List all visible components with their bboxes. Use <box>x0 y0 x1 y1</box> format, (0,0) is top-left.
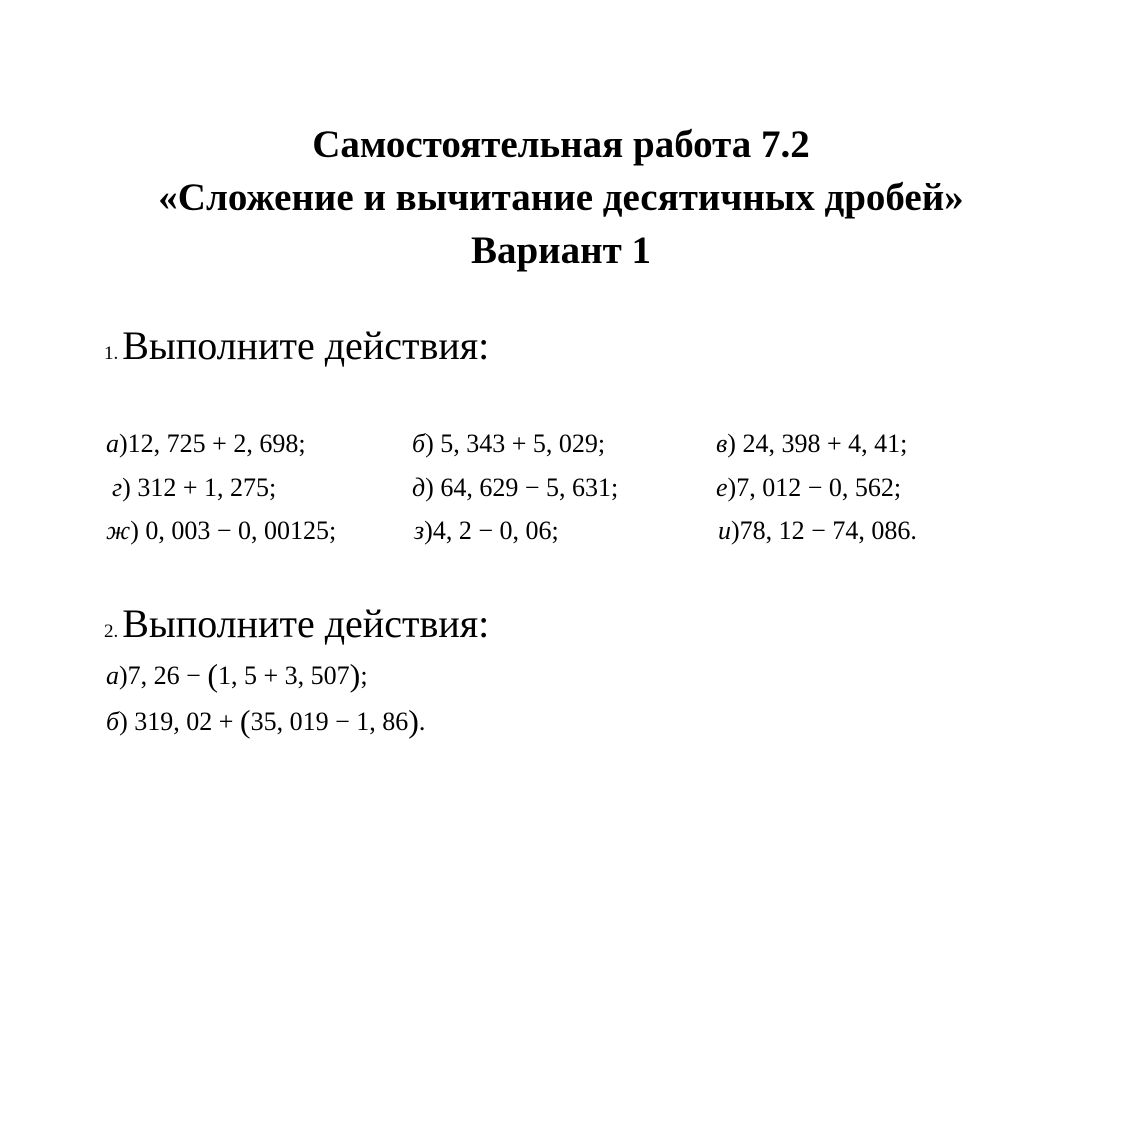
task-2-item-a <box>106 659 368 692</box>
worksheet-title <box>0 118 1122 277</box>
close-paren: ) <box>408 703 419 739</box>
item-paren: ) <box>119 707 128 736</box>
item-paren: ) <box>119 661 128 690</box>
item-paren: ) <box>731 516 740 545</box>
title-line-2: «Сложение и вычитание десятичных дробей» <box>158 176 964 219</box>
task-1-heading-text: Выполните действия: <box>122 323 490 368</box>
item-expression: 4, 2 − 0, 06; <box>432 516 559 545</box>
item-label: б <box>106 707 120 736</box>
item-expression-suffix: ; <box>360 661 368 690</box>
task-2-item-b <box>106 705 425 738</box>
title-variant: Вариант 1 <box>470 229 652 272</box>
title-line-1: Самостоятельная работа 7.2 <box>312 123 810 166</box>
item-expression: 78, 12 − 74, 086. <box>739 516 917 545</box>
task-1-item-v <box>716 428 907 460</box>
item-label: в <box>716 429 728 458</box>
item-paren: ) <box>130 516 139 545</box>
open-paren: ( <box>207 657 218 693</box>
item-expression-prefix: 319, 02 + <box>127 707 240 736</box>
item-expression: 5, 343 + 5, 029; <box>433 429 606 458</box>
item-paren: ) <box>727 473 737 502</box>
item-label: б <box>412 429 426 458</box>
item-expression: 312 + 1, 275; <box>130 473 277 502</box>
item-label: а <box>106 429 119 458</box>
item-paren: ) <box>424 516 433 545</box>
item-expression: 12, 725 + 2, 698; <box>127 429 306 458</box>
item-expression-suffix: . <box>418 707 426 736</box>
task-1-item-e <box>716 472 901 504</box>
item-label: з <box>414 516 425 545</box>
task-1-number: 1. <box>104 343 119 364</box>
item-paren: ) <box>122 473 131 502</box>
task-1-item-d <box>412 472 618 504</box>
task-2-heading <box>104 600 489 656</box>
task-1-item-a <box>106 428 306 460</box>
item-label: е <box>716 473 728 502</box>
item-label: и <box>718 516 731 545</box>
item-expression: 7, 012 − 0, 562; <box>736 473 902 502</box>
item-expression-prefix: 7, 26 − <box>127 661 208 690</box>
item-paren: ) <box>727 429 736 458</box>
item-label: д <box>412 473 426 502</box>
task-1-item-b <box>412 428 605 460</box>
item-paren: ) <box>425 429 434 458</box>
close-paren: ) <box>349 657 361 693</box>
task-1-item-zh <box>106 515 336 547</box>
item-label: г <box>112 473 123 502</box>
task-1-heading <box>104 322 489 378</box>
item-paren: ) <box>119 429 128 458</box>
task-1-item-g <box>112 472 276 504</box>
item-label: ж <box>106 516 131 545</box>
item-label: а <box>106 661 119 690</box>
item-paren: ) <box>425 473 434 502</box>
open-paren: ( <box>239 703 251 739</box>
task-2-number: 2. <box>104 621 119 642</box>
item-expression: 24, 398 + 4, 41; <box>735 429 908 458</box>
item-expression-inner: 35, 019 − 1, 86 <box>250 707 409 736</box>
task-2-heading-text: Выполните действия: <box>122 601 490 646</box>
task-1-item-i <box>718 515 917 547</box>
task-1-item-z <box>414 515 559 547</box>
item-expression: 0, 003 − 0, 00125; <box>138 516 337 545</box>
item-expression: 64, 629 − 5, 631; <box>433 473 619 502</box>
item-expression-inner: 1, 5 + 3, 507 <box>218 661 350 690</box>
